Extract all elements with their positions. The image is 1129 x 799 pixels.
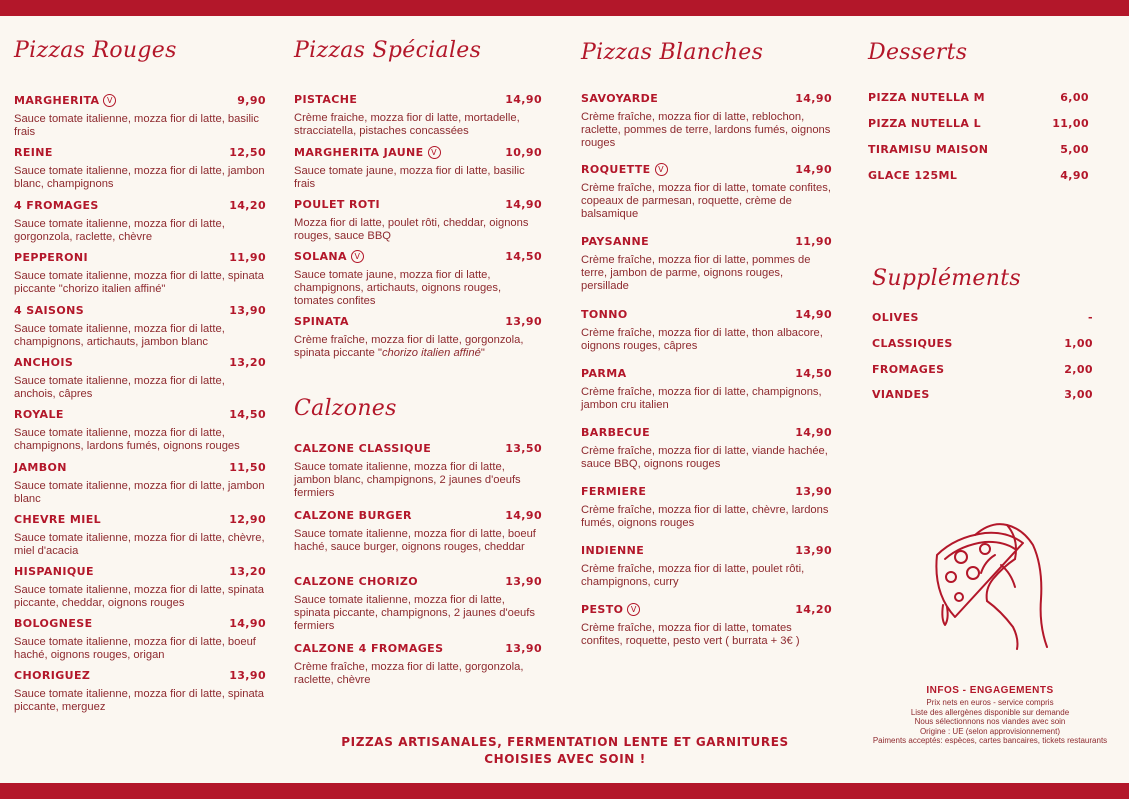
item-description: Crème fraîche, mozza fior di latte, gorgonzola, spinata piccante "chorizo italien affiné"	[294, 334, 524, 359]
item-description: Sauce tomate italienne, mozza fior di latte, spinata piccante, merguez	[14, 688, 264, 713]
infos-line: Origine : UE (selon approvisionnement)	[919, 726, 1061, 736]
section-title-speciales: Pizzas Spéciales	[294, 38, 482, 63]
item-description: Sauce tomate italienne, mozza fior di latte, boeuf haché, oignons rouges, origan	[14, 636, 256, 661]
item-description: Sauce tomate italienne, mozza fior di latte, champignons, artichauts, jambon blanc	[14, 323, 225, 348]
item-price: 13,50	[505, 442, 542, 455]
dessert-row	[868, 143, 1089, 156]
item-price: 13,90	[505, 642, 542, 655]
item-price: 13,90	[505, 315, 542, 328]
item-description: Crème fraîche, mozza fior di latte, tomate confites, copeaux de parmesan, roquette, crème de balsamique	[581, 182, 831, 220]
vegetarian-badge-icon: V	[351, 250, 364, 263]
item-name: HISPANIQUE	[14, 565, 94, 578]
section-title-rouges: Pizzas Rouges	[14, 38, 177, 63]
menu-item	[581, 91, 832, 150]
item-price: 13,90	[505, 575, 542, 588]
item-price: 14,90	[795, 163, 832, 176]
slogan-line-1: PIZZAS ARTISANALES, FERMENTATION LENTE ET GARNITURES	[341, 735, 789, 749]
item-name: BARBECUE	[581, 426, 650, 439]
item-price: 14,20	[795, 603, 832, 616]
item-description: Crème fraîche, mozza fior di latte, tomates confites, roquette, pesto vert ( burrata + 3€ )	[581, 622, 800, 647]
item-price: 14,90	[795, 426, 832, 439]
section-title-supplements: Suppléments	[872, 266, 1021, 291]
item-price: 10,90	[505, 146, 542, 159]
item-name: CHEVRE MIEL	[14, 513, 102, 526]
menu-item	[14, 616, 266, 662]
item-name: PESTO	[581, 602, 624, 616]
menu-item	[294, 508, 542, 554]
menu-item	[294, 314, 542, 360]
item-price: 5,00	[1060, 143, 1089, 156]
item-price: 13,90	[795, 544, 832, 557]
menu-item	[294, 145, 542, 191]
item-price: 14,50	[229, 408, 266, 421]
item-description: Crème fraîche, mozza fior di latte, chèvre, lardons fumés, oignons rouges	[581, 504, 829, 529]
vegetarian-badge-icon: V	[103, 94, 116, 107]
item-description: Crème fraîche, mozza fior di latte, pommes de terre, jambon de parme, oignons rouges, persillade	[581, 254, 811, 292]
menu-item	[14, 407, 266, 453]
menu-item	[294, 441, 542, 500]
menu-item	[14, 355, 266, 401]
item-description: Sauce tomate italienne, mozza fior di latte, jambon blanc, champignons	[14, 165, 265, 190]
section-title-calzones: Calzones	[294, 396, 397, 421]
item-description: Sauce tomate italienne, mozza fior di latte, jambon blanc, champignons, 2 jaunes d'oeufs fermiers	[294, 461, 521, 499]
vegetarian-badge-icon: V	[627, 603, 640, 616]
item-price: 14,90	[505, 93, 542, 106]
section-title-blanches: Pizzas Blanches	[581, 40, 764, 65]
hand-holding-pizza-slice-icon	[915, 515, 1065, 659]
item-name: 4 SAISONS	[14, 304, 85, 317]
item-name: BOLOGNESE	[14, 617, 93, 630]
item-name: SPINATA	[294, 315, 349, 328]
item-price: 1,00	[1064, 337, 1093, 350]
item-description: Sauce tomate italienne, mozza fior di latte, spinata piccante, champignons, 2 jaunes d'oeufs fermiers	[294, 594, 535, 632]
item-name: ROYALE	[14, 408, 64, 421]
item-name: FROMAGES	[872, 363, 945, 376]
menu-item	[14, 512, 266, 558]
menu-item	[294, 197, 542, 243]
item-name: PISTACHE	[294, 93, 358, 106]
item-price: 13,90	[795, 485, 832, 498]
item-price: 11,90	[795, 235, 832, 248]
infos-line: Prix nets en euros - service compris	[926, 698, 1054, 707]
item-name: FERMIERE	[581, 485, 647, 498]
item-description: Sauce tomate italienne, mozza fior di latte, champignons, lardons fumés, oignons rouges	[14, 427, 240, 452]
item-price: 14,90	[229, 617, 266, 630]
item-price: 14,20	[229, 199, 266, 212]
item-name: SAVOYARDE	[581, 92, 659, 105]
item-name: OLIVES	[872, 311, 919, 324]
item-price: 13,90	[229, 304, 266, 317]
menu-item	[14, 668, 266, 714]
item-price: 9,90	[237, 94, 266, 107]
item-name: CALZONE CLASSIQUE	[294, 442, 432, 455]
menu-item	[581, 543, 832, 589]
menu-item	[14, 303, 266, 349]
item-price: 14,90	[795, 92, 832, 105]
item-price: 13,20	[229, 565, 266, 578]
menu-item	[14, 460, 266, 506]
menu-item	[294, 574, 542, 633]
supplement-row	[872, 337, 1093, 350]
dessert-row	[868, 169, 1089, 182]
infos-line: Paiments acceptés: espèces, cartes bancaires, tickets restaurants	[872, 736, 1108, 745]
menu-item	[581, 602, 832, 648]
item-description: Crème fraîche, mozza fior di latte, thon albacore, oignons rouges, câpres	[581, 327, 823, 352]
section-title-desserts: Desserts	[868, 40, 968, 65]
item-price: 12,90	[229, 513, 266, 526]
item-name: 4 FROMAGES	[14, 199, 99, 212]
item-name: PIZZA NUTELLA L	[868, 117, 981, 130]
infos-line: Liste des allergènes disponible sur demande	[910, 707, 1070, 717]
slogan	[320, 734, 810, 768]
menu-item	[581, 425, 832, 471]
menu-item	[14, 198, 266, 244]
item-name: INDIENNE	[581, 544, 645, 557]
item-name: REINE	[14, 146, 53, 159]
item-price: 14,90	[795, 308, 832, 321]
item-name: CHORIGUEZ	[14, 669, 91, 682]
item-name: GLACE 125ML	[868, 169, 958, 182]
infos-line: Nous sélectionnons nos viandes avec soin	[914, 717, 1066, 726]
bottom-band	[0, 783, 1129, 799]
supplement-row	[872, 388, 1093, 401]
menu-item	[14, 145, 266, 191]
item-price: 12,50	[229, 146, 266, 159]
item-name: PAYSANNE	[581, 235, 650, 248]
item-description: Sauce tomate italienne, mozza fior di latte, spinata piccante, cheddar, oignons rouges	[14, 584, 264, 609]
dessert-row	[868, 91, 1089, 104]
item-price: 3,00	[1064, 388, 1093, 401]
item-price: 14,90	[505, 509, 542, 522]
item-description: Sauce tomate italienne, mozza fior di latte, basilic frais	[14, 113, 260, 138]
item-description: Sauce tomate italienne, mozza fior di latte, jambon blanc	[14, 480, 265, 505]
item-price: 14,90	[505, 198, 542, 211]
infos-engagements	[862, 685, 1118, 746]
menu-item	[581, 484, 832, 530]
item-description: Crème fraîche, mozza fior di latte, viande hachée, sauce BBQ, oignons rouges	[581, 445, 828, 470]
item-name: POULET ROTI	[294, 198, 381, 211]
item-price: 11,50	[229, 461, 266, 474]
item-name: JAMBON	[14, 461, 67, 474]
item-description: Crème fraîche, mozza fior di latte, poulet rôti, champignons, curry	[581, 563, 805, 588]
infos-title: INFOS - ENGAGEMENTS	[926, 685, 1054, 696]
menu-item	[581, 162, 832, 221]
item-name: CALZONE CHORIZO	[294, 575, 418, 588]
item-description: Crème fraîche, mozza fior di latte, champignons, jambon cru italien	[581, 386, 822, 411]
menu-item	[294, 92, 542, 138]
item-description: Sauce tomate italienne, mozza fior di latte, gorgonzola, raclette, chèvre	[14, 218, 225, 243]
menu-item	[581, 307, 832, 353]
menu-item	[14, 250, 266, 296]
item-description: Sauce tomate jaune, mozza fior di latte, champignons, artichauts, oignons rouges, tomates confites	[294, 269, 502, 307]
vegetarian-badge-icon: V	[428, 146, 441, 159]
supplement-row	[872, 311, 1093, 324]
menu-item	[581, 234, 832, 293]
item-name: PEPPERONI	[14, 251, 88, 264]
item-price: 14,50	[505, 250, 542, 263]
item-description: Sauce tomate jaune, mozza fior di latte, basilic frais	[294, 165, 525, 190]
item-name: CALZONE 4 FROMAGES	[294, 642, 444, 655]
item-name: SOLANA	[294, 249, 347, 263]
item-price: 6,00	[1060, 91, 1089, 104]
top-band	[0, 0, 1129, 16]
item-name: PIZZA NUTELLA M	[868, 91, 985, 104]
item-name: ROQUETTE	[581, 162, 651, 176]
item-name: MARGHERITA JAUNE	[294, 145, 424, 159]
item-name: VIANDES	[872, 388, 930, 401]
item-description: Sauce tomate italienne, mozza fior di latte, boeuf haché, sauce burger, oignons rouges, cheddar	[294, 528, 536, 553]
dessert-row	[868, 117, 1089, 130]
item-description: Sauce tomate italienne, mozza fior di latte, chèvre, miel d'acacia	[14, 532, 265, 557]
item-name: CALZONE BURGER	[294, 509, 412, 522]
menu-item	[14, 93, 266, 139]
menu-item	[294, 641, 542, 687]
item-price: 13,90	[229, 669, 266, 682]
item-description: Mozza fior di latte, poulet rôti, cheddar, oignons rouges, sauce BBQ	[294, 217, 529, 242]
item-description: Sauce tomate italienne, mozza fior di latte, anchois, câpres	[14, 375, 225, 400]
item-price: -	[1088, 311, 1093, 324]
item-name: TIRAMISU MAISON	[868, 143, 989, 156]
item-description: Crème fraiche, mozza fior di latte, mortadelle, stracciatella, pistaches concassées	[294, 112, 520, 137]
menu-item	[581, 366, 832, 412]
item-price: 11,90	[229, 251, 266, 264]
item-name: MARGHERITA	[14, 93, 100, 107]
supplement-row	[872, 363, 1093, 376]
item-description: Crème fraîche, mozza fior di latte, gorgonzola, raclette, chèvre	[294, 661, 524, 686]
item-name: ANCHOIS	[14, 356, 74, 369]
slogan-line-2: CHOISIES AVEC SOIN !	[484, 752, 646, 766]
item-price: 4,90	[1060, 169, 1089, 182]
item-name: TONNO	[581, 308, 628, 321]
item-name: PARMA	[581, 367, 627, 380]
vegetarian-badge-icon: V	[655, 163, 668, 176]
item-price: 11,00	[1052, 117, 1089, 130]
item-description: Sauce tomate italienne, mozza fior di latte, spinata piccante "chorizo italien affiné"	[14, 270, 264, 295]
menu-item	[14, 564, 266, 610]
item-price: 2,00	[1064, 363, 1093, 376]
item-name: CLASSIQUES	[872, 337, 953, 350]
item-price: 13,20	[229, 356, 266, 369]
item-price: 14,50	[795, 367, 832, 380]
menu-item	[294, 249, 542, 308]
item-description: Crème fraîche, mozza fior di latte, reblochon, raclette, pommes de terre, lardons fumés, oignons rouges	[581, 111, 831, 149]
